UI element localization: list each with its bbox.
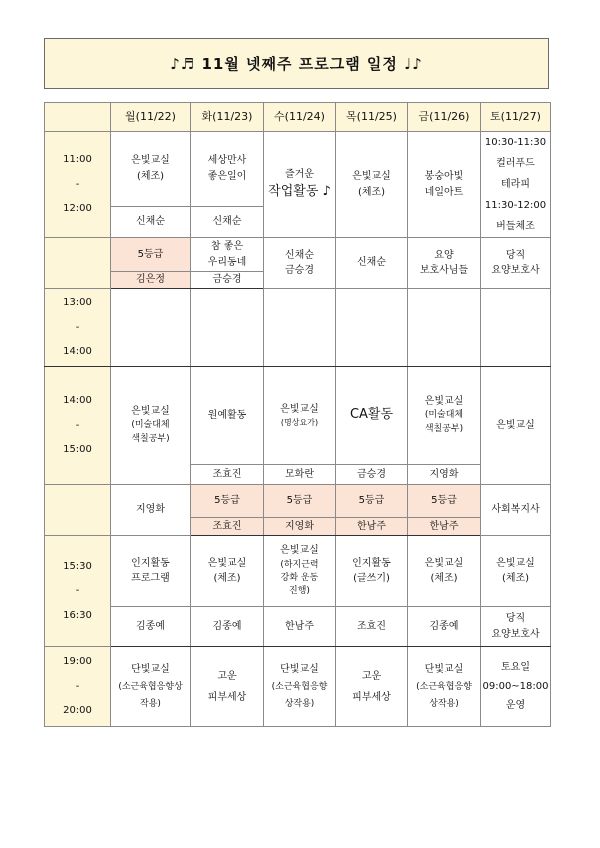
cell-wed-staff: 한남주: [264, 607, 336, 647]
cell-mon-staff: 김종예: [111, 607, 191, 647]
schedule-table: [44, 102, 551, 727]
table-row: [45, 647, 551, 727]
cell-tue-staff: 김종예: [191, 607, 264, 647]
cell-tue-extra-staff: 금승경: [191, 272, 264, 289]
table-row: [45, 485, 551, 518]
cell-tue-staff: 신채순: [191, 206, 264, 237]
cell-mon-program: 단빛교실 (소근육협응향상 작용): [111, 647, 191, 727]
cell-mon-staff: 신채순: [111, 206, 191, 237]
cell-thu-grade: 5등급: [336, 485, 408, 518]
cell-mon-staff: 지영화: [111, 485, 191, 536]
cell-mon-program: 은빛교실 (미술대체 색칠공부): [111, 367, 191, 485]
cell-thu-staff: 신채순: [336, 238, 408, 289]
cell-empty: [111, 289, 191, 367]
cell-fri-staff: 김종예: [408, 607, 481, 647]
time-slot-2: 13:00 - 14:00: [45, 289, 111, 367]
table-row: [45, 289, 551, 367]
time-slot-1: 11:00 - 12:00: [45, 132, 111, 238]
cell-fri-staff: 지영화: [408, 465, 481, 485]
cell-mon-program: 인지활동 프로그램: [111, 536, 191, 607]
cell-tue-staff: 조효진: [191, 465, 264, 485]
cell-wed-program: 은빛교실 (명상요가): [264, 367, 336, 465]
cell-empty: [264, 289, 336, 367]
cell-fri-staff: 요양 보호사님들: [408, 238, 481, 289]
day-header-sat: 토(11/27): [481, 103, 551, 132]
cell-fri-grade: 5등급: [408, 485, 481, 518]
cell-thu-staff: 조효진: [336, 607, 408, 647]
time-slot-4: 15:30 - 16:30: [45, 536, 111, 647]
cell-sat-program: 10:30-11:30 컬러푸드 테라피 11:30-12:00 버들체조: [481, 132, 551, 238]
cell-sat-program: 토요일 09:00~18:00 운영: [481, 647, 551, 727]
day-header-tue: 화(11/23): [191, 103, 264, 132]
cell-sat-staff: 당직 요양보호사: [481, 238, 551, 289]
cell-sat-staff: 당직 요양보호사: [481, 607, 551, 647]
corner-cell: [45, 103, 111, 132]
cell-thu-program: CA활동: [336, 367, 408, 465]
header-row: [45, 103, 551, 132]
cell-thu-program: 인지활동 (글쓰기): [336, 536, 408, 607]
cell-mon-grade-staff: 김은정: [111, 272, 191, 289]
day-header-mon: 월(11/22): [111, 103, 191, 132]
cell-fri-program: 은빛교실 (미술대체 색칠공부): [408, 367, 481, 465]
time-slot-5: 19:00 - 20:00: [45, 647, 111, 727]
cell-mon-program: 은빛교실 (체조): [111, 132, 191, 207]
cell-wed-staff: 모화란: [264, 465, 336, 485]
day-header-wed: 수(11/24): [264, 103, 336, 132]
cell-wed-program: 즐거운 작업활동 ♪: [264, 132, 336, 238]
cell-wed-staff: 신채순 금승경: [264, 238, 336, 289]
cell-thu-grade-staff: 한남주: [336, 518, 408, 536]
cell-fri-program: 은빛교실 (체조): [408, 536, 481, 607]
cell-empty: [336, 289, 408, 367]
cell-tue-grade: 5등급: [191, 485, 264, 518]
cell-tue-program: 은빛교실 (체조): [191, 536, 264, 607]
table-row: [45, 367, 551, 465]
cell-wed-grade: 5등급: [264, 485, 336, 518]
cell-fri-grade-staff: 한남주: [408, 518, 481, 536]
cell-wed-program: 단빛교실 (소근육협응향 상작용): [264, 647, 336, 727]
day-header-thu: 목(11/25): [336, 103, 408, 132]
cell-tue-program: 고운 피부세상: [191, 647, 264, 727]
cell-sat-program: 은빛교실 (체조): [481, 536, 551, 607]
table-row: [45, 132, 551, 207]
page-title: ♪♬ 11월 넷째주 프로그램 일정 ♩♪: [44, 38, 549, 89]
cell-tue-grade-staff: 조효진: [191, 518, 264, 536]
cell-mon-grade: 5등급: [111, 238, 191, 272]
cell-fri-program: 봉숭아빛 네일아트: [408, 132, 481, 238]
table-row: [45, 607, 551, 647]
time-slot-1-extra: [45, 238, 111, 289]
cell-thu-staff: 금승경: [336, 465, 408, 485]
cell-sat-staff: 사회복지사: [481, 485, 551, 536]
day-header-fri: 금(11/26): [408, 103, 481, 132]
time-slot-3: 14:00 - 15:00: [45, 367, 111, 485]
cell-empty: [191, 289, 264, 367]
cell-sat-program: 은빛교실: [481, 367, 551, 485]
time-slot-3-extra: [45, 485, 111, 536]
cell-tue-program: 세상만사 좋은일이: [191, 132, 264, 207]
cell-tue-program: 원예활동: [191, 367, 264, 465]
cell-wed-program: 은빛교실 (하지근력 강화 운동 진행): [264, 536, 336, 607]
table-row: [45, 536, 551, 607]
cell-empty: [408, 289, 481, 367]
table-row: [45, 238, 551, 272]
cell-wed-grade-staff: 지영화: [264, 518, 336, 536]
cell-empty: [481, 289, 551, 367]
cell-thu-program: 고운 피부세상: [336, 647, 408, 727]
cell-tue-extra: 참 좋은 우리동네: [191, 238, 264, 272]
cell-fri-program: 단빛교실 (소근육협응향 상작용): [408, 647, 481, 727]
cell-thu-program: 은빛교실 (체조): [336, 132, 408, 238]
